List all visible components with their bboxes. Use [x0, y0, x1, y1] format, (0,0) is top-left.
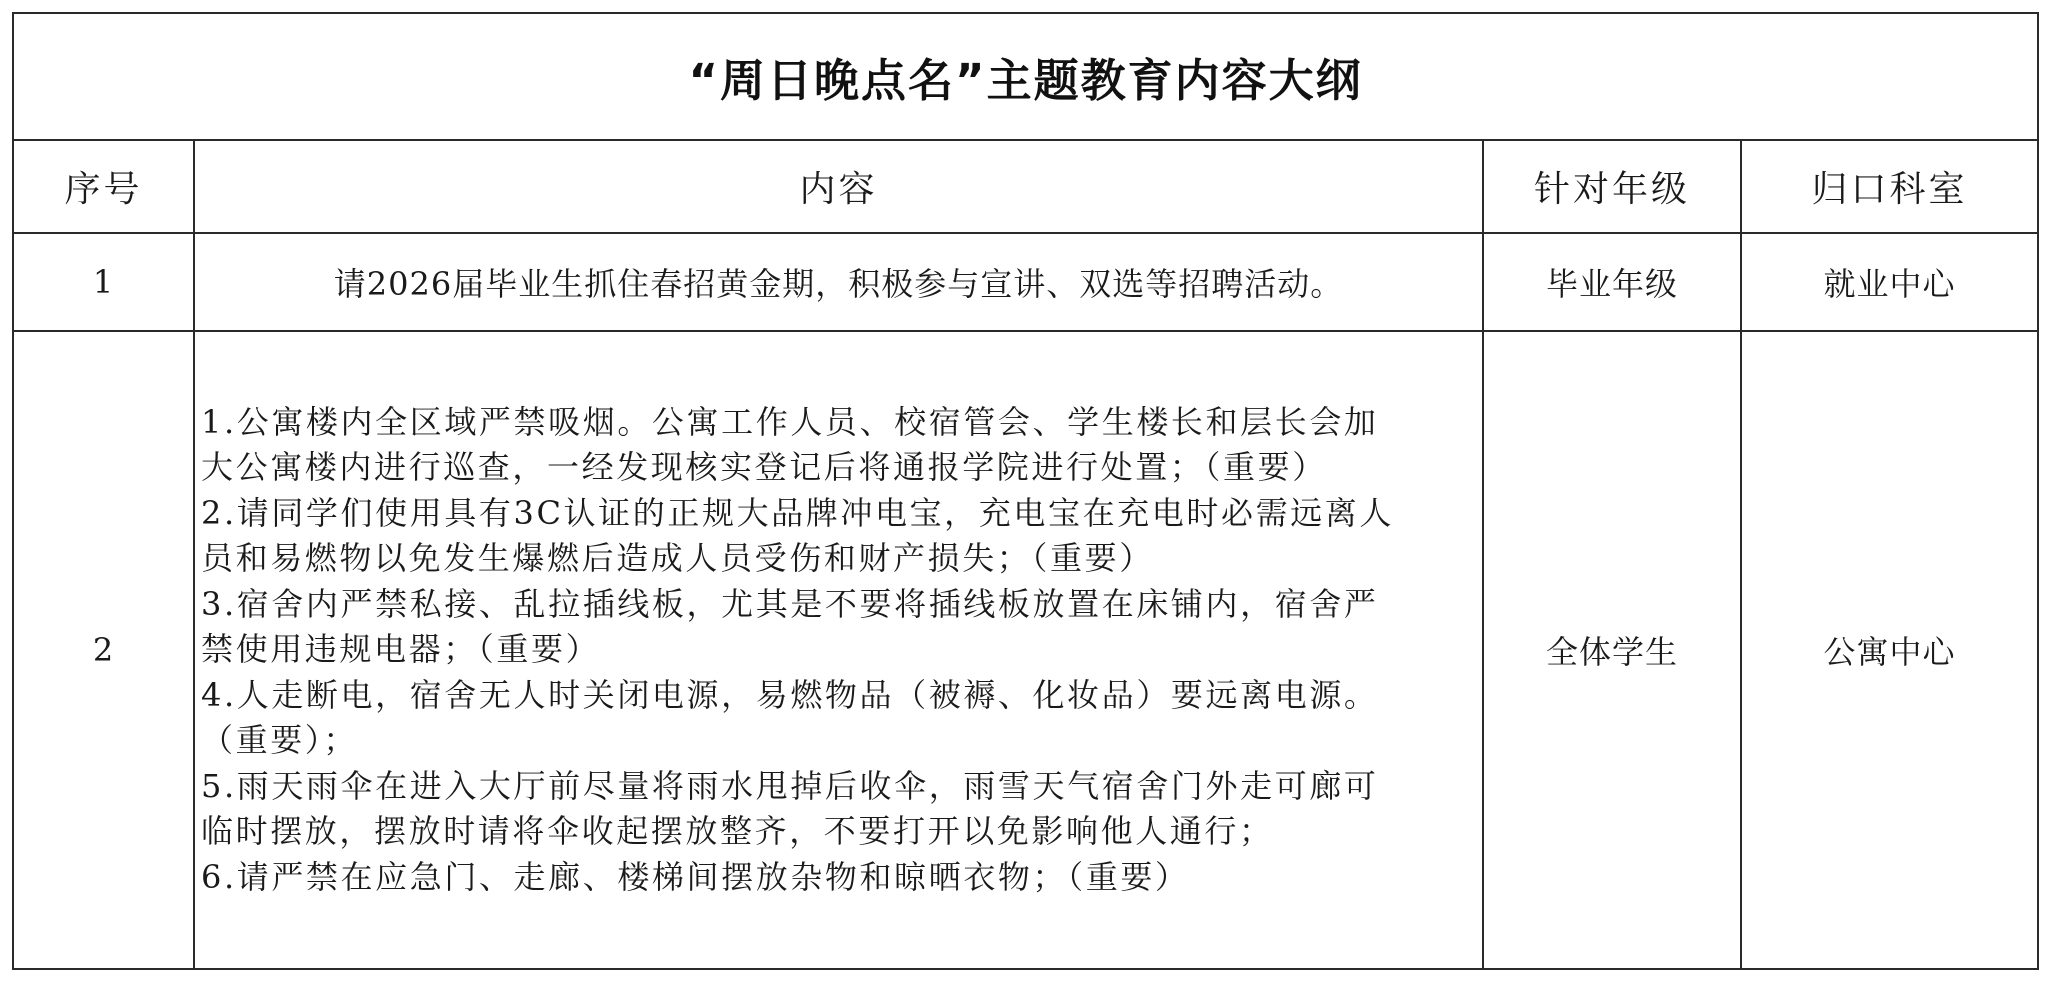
- title-row: [13, 13, 2038, 140]
- content-line: （重要）；: [201, 721, 359, 760]
- header-grade: 针对年级: [1483, 140, 1741, 233]
- content-line: 4.人走断电，宿舍无人时关闭电源，易燃物品（被褥、化妆品）要远离电源。: [201, 675, 1379, 714]
- content-line: 大公寓楼内进行巡查，一经发现核实登记后将通报学院进行处置；（重要）: [201, 448, 1327, 487]
- row-grade: 毕业年级: [1483, 233, 1741, 331]
- table-title: “周日晚点名”主题教育内容大纲: [13, 13, 2038, 140]
- row-index: 2: [13, 331, 194, 969]
- content-line: 6.请严禁在应急门、走廊、楼梯间摆放杂物和晾晒衣物；（重要）: [201, 857, 1190, 896]
- table-row: [13, 233, 2038, 331]
- row-grade: 全体学生: [1483, 331, 1741, 969]
- header-dept: 归口科室: [1741, 140, 2038, 233]
- content-line: 3.宿舍内严禁私接、乱拉插线板，尤其是不要将插线板放置在床铺内，宿舍严: [201, 584, 1379, 623]
- header-row: [13, 140, 2038, 233]
- table-row: [13, 331, 2038, 969]
- row-dept: 就业中心: [1741, 233, 2038, 331]
- header-content: 内容: [194, 140, 1483, 233]
- header-index: 序号: [13, 140, 194, 233]
- content-line: 2.请同学们使用具有3C认证的正规大品牌冲电宝，充电宝在充电时必需远离人: [201, 493, 1394, 532]
- row-content-list: [194, 331, 1483, 969]
- content-line: 员和易燃物以免发生爆燃后造成人员受伤和财产损失；（重要）: [201, 539, 1154, 578]
- row-index: 1: [13, 233, 194, 331]
- row-dept: 公寓中心: [1741, 331, 2038, 969]
- content-line: 禁使用违规电器；（重要）: [201, 630, 601, 669]
- content-line: 5.雨天雨伞在进入大厅前尽量将雨水甩掉后收伞，雨雪天气宿舍门外走可廊可: [201, 766, 1379, 805]
- row-content: 请2026届毕业生抓住春招黄金期，积极参与宣讲、双选等招聘活动。: [194, 233, 1483, 331]
- outline-table: [12, 12, 2039, 970]
- content-line: 临时摆放，摆放时请将伞收起摆放整齐，不要打开以免影响他人通行；: [201, 812, 1274, 851]
- content-line: 1.公寓楼内全区域严禁吸烟。公寓工作人员、校宿管会、学生楼长和层长会加: [201, 402, 1379, 441]
